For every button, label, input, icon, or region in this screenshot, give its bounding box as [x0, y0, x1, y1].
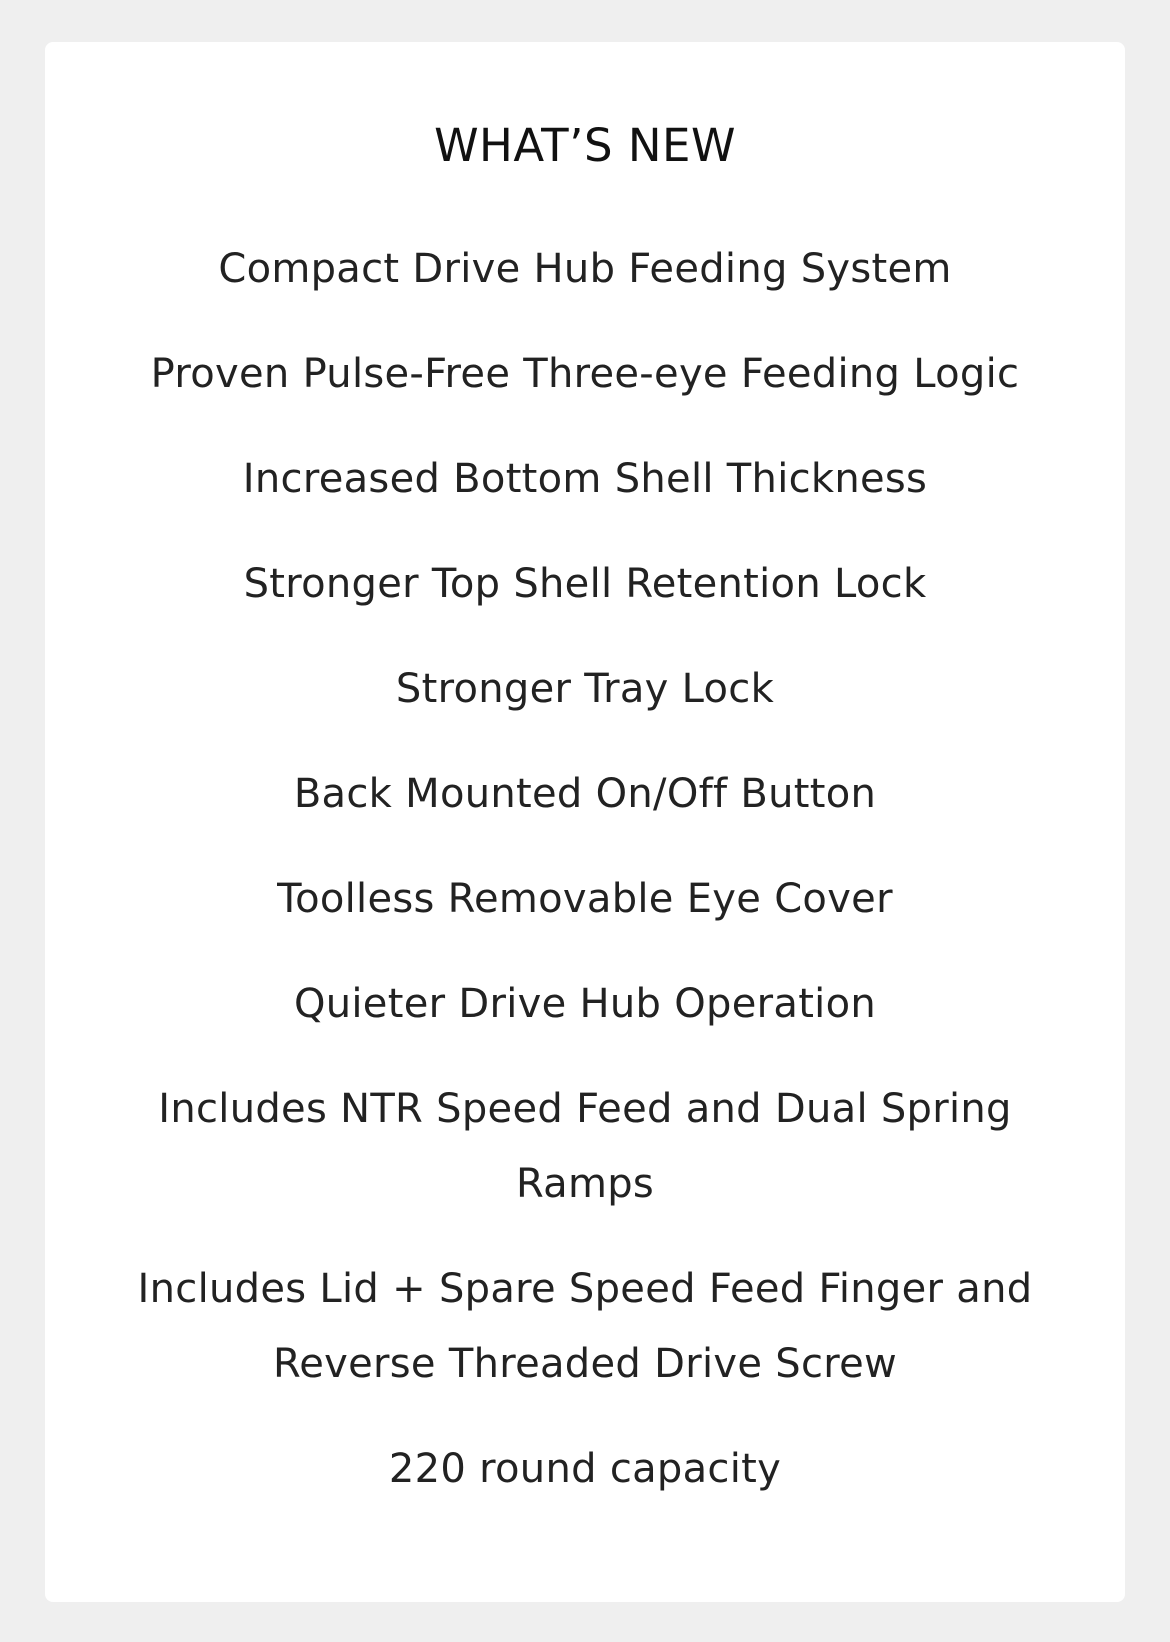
feature-item: Toolless Removable Eye Cover — [277, 876, 893, 922]
feature-item: Stronger Tray Lock — [395, 666, 775, 712]
feature-item: Stronger Top Shell Retention Lock — [243, 561, 927, 607]
feature-item: 220 round capacity — [388, 1446, 782, 1492]
feature-item: Increased Bottom Shell Thickness — [242, 456, 928, 502]
feature-item: Back Mounted On/Off Button — [293, 771, 877, 817]
feature-item: Proven Pulse-Free Three-eye Feeding Logic — [150, 351, 1020, 397]
feature-item: Includes Lid + Spare Speed Feed Finger and Reverse Threaded Drive Screw — [137, 1266, 1033, 1387]
whats-new-card — [45, 42, 1125, 1602]
feature-list — [125, 232, 1045, 1507]
feature-item: Compact Drive Hub Feeding System — [218, 246, 952, 292]
section-title: WHAT’S NEW — [434, 119, 736, 172]
feature-item: Quieter Drive Hub Operation — [293, 981, 877, 1027]
feature-item: Includes NTR Speed Feed and Dual Spring Ramps — [158, 1086, 1012, 1207]
